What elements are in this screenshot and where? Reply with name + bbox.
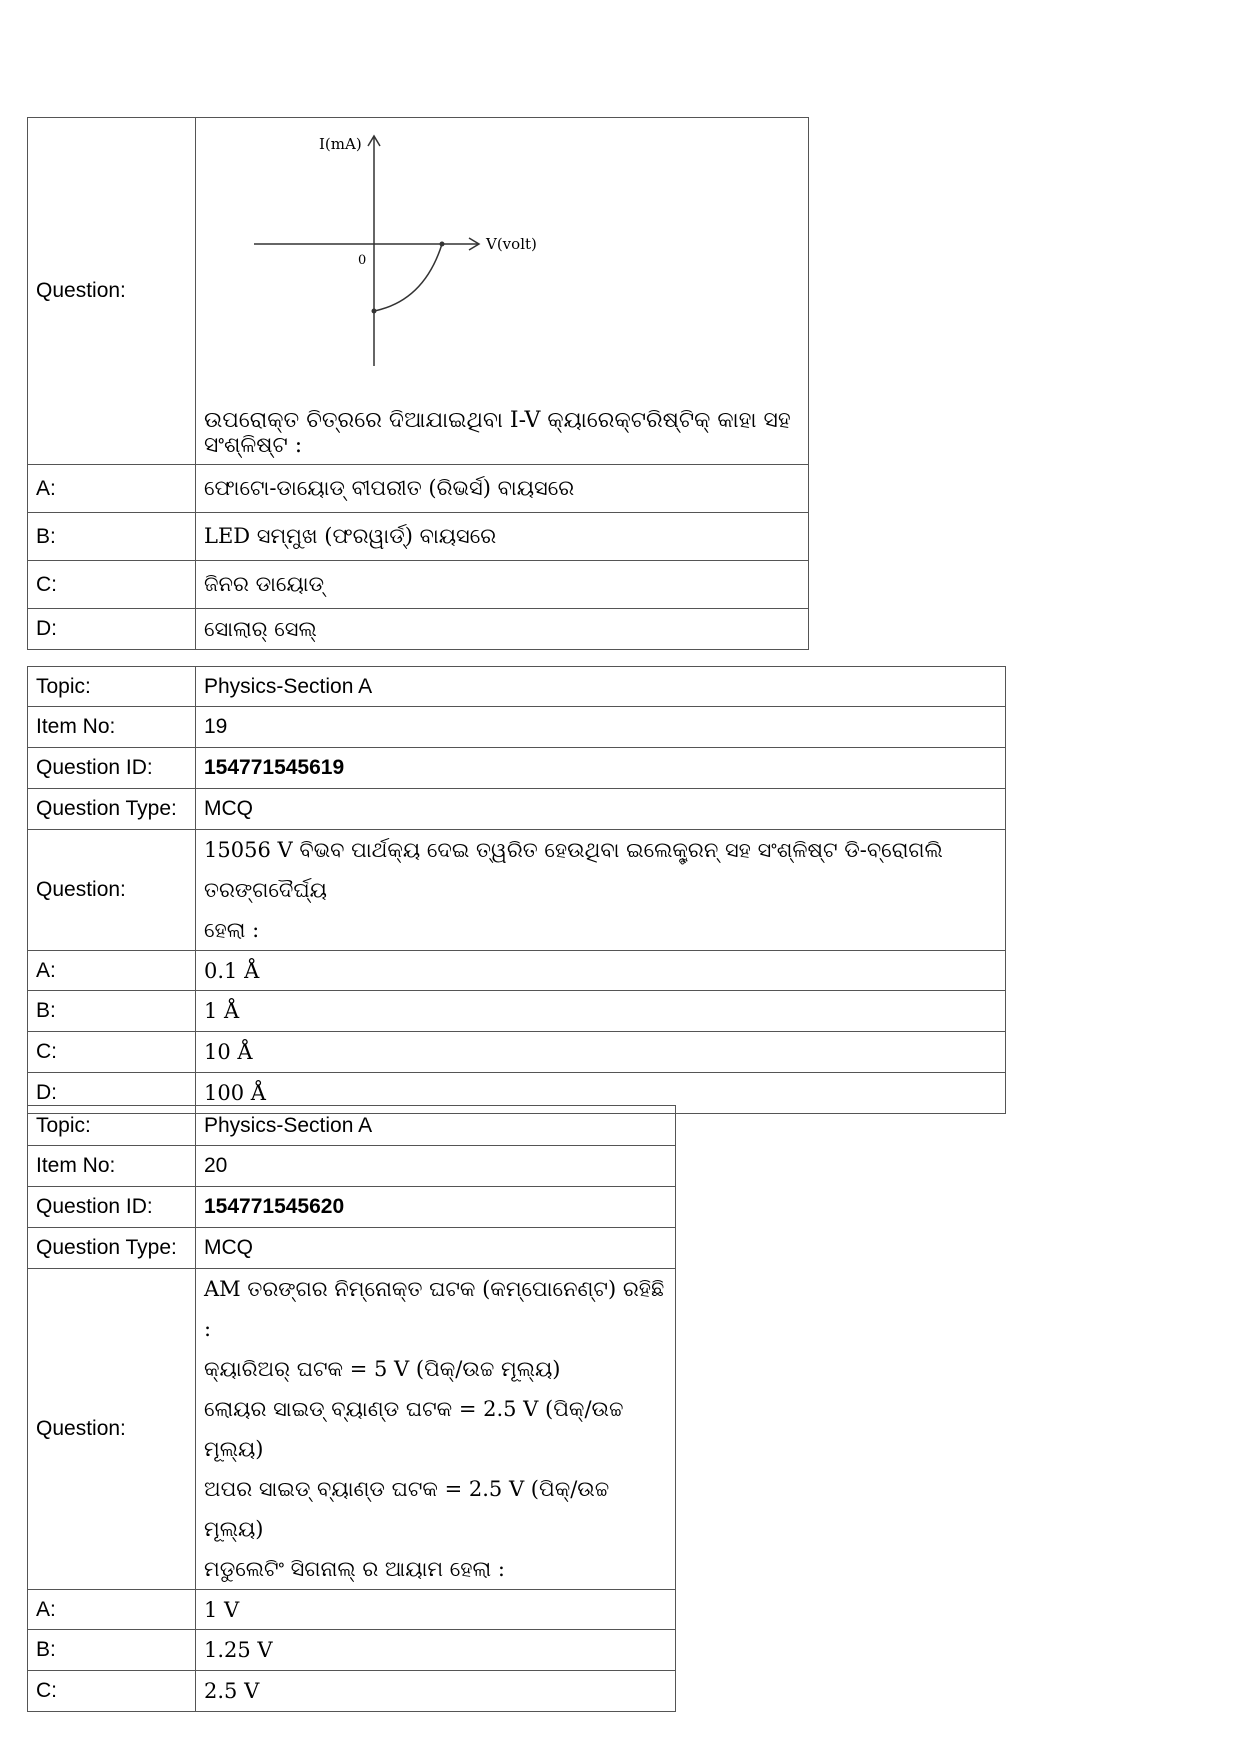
question-type-value: MCQ: [196, 1228, 676, 1269]
option-label: C:: [28, 561, 196, 609]
option-c-text: 2.5 V: [196, 1671, 676, 1712]
topic-value: Physics-Section A: [196, 1106, 676, 1146]
option-b-text: 1 Å: [196, 991, 1006, 1032]
question-label: Question:: [28, 118, 196, 465]
option-a-text: 0.1 Å: [196, 951, 1006, 991]
question-table-19: [27, 666, 1006, 1114]
option-label: B:: [28, 513, 196, 561]
option-a-text: 1 V: [196, 1590, 676, 1630]
question-text: [196, 830, 1006, 951]
x-axis-label: V(volt): [486, 235, 537, 253]
voc-point: [440, 242, 445, 247]
question-cell: [196, 118, 809, 465]
y-axis-label: I(mA): [319, 135, 362, 153]
option-d-text: ସୋଲାର୍ ସେଲ୍: [196, 609, 809, 650]
option-b-text: 1.25 V: [196, 1630, 676, 1671]
option-label: C:: [28, 1032, 196, 1073]
topic-value: Physics-Section A: [196, 667, 1006, 707]
question-type-label: Question Type:: [28, 789, 196, 830]
option-label: A:: [28, 1590, 196, 1630]
question-id-value: 154771545620: [196, 1187, 676, 1228]
iv-graph-svg: [224, 126, 537, 376]
question-line: ମଡୁଲେଟିଂ ସିଗନାଲ୍ ର ଆୟାମ ହେଲା :: [204, 1557, 505, 1581]
option-label: A:: [28, 465, 196, 513]
topic-label: Topic:: [28, 667, 196, 707]
option-b-text: LED ସମ୍ମୁଖ (ଫରୱାର୍ଡ୍) ବାୟସରେ: [196, 513, 809, 561]
item-no-label: Item No:: [28, 1146, 196, 1187]
option-c-text: ଜିନର ଡାୟୋଡ୍: [196, 561, 809, 609]
question-id-label: Question ID:: [28, 748, 196, 789]
question-type-label: Question Type:: [28, 1228, 196, 1269]
question-text: [196, 1269, 676, 1590]
origin-label: 0: [358, 253, 367, 268]
option-c-text: 10 Å: [196, 1032, 1006, 1073]
item-no-label: Item No:: [28, 707, 196, 748]
iv-characteristic-graph-icon: [204, 118, 800, 408]
question-id-value: 154771545619: [196, 748, 1006, 789]
question-label: Question:: [28, 1269, 196, 1590]
option-label: A:: [28, 951, 196, 991]
option-label: C:: [28, 1671, 196, 1712]
option-label: D:: [28, 609, 196, 650]
question-label: Question:: [28, 830, 196, 951]
question-type-value: MCQ: [196, 789, 1006, 830]
option-label: B:: [28, 991, 196, 1032]
question-line: ଲୋୟର ସାଇଡ୍ ବ୍ୟାଣ୍ଡ ଘଟକ = 2.5 V (ପିକ୍/ଉଚ୍ଚ ମୂଲ୍ୟ): [204, 1397, 624, 1461]
topic-label: Topic:: [28, 1106, 196, 1146]
question-line: AM ତରଙ୍ଗର ନିମ୍ନୋକ୍ତ ଘଟକ (କମ୍ପୋନେଣ୍ଟ) ରହିଛି :: [204, 1277, 665, 1341]
question-table-20: [27, 1105, 676, 1712]
option-a-text: ଫୋଟୋ-ଡାୟୋଡ୍ ବୀପରୀତ (ରିଭର୍ସ) ବାୟସରେ: [196, 465, 809, 513]
item-no-value: 20: [196, 1146, 676, 1187]
iv-curve: [374, 244, 442, 311]
isc-point: [372, 309, 377, 314]
option-label: D:: [28, 1073, 196, 1114]
option-label: B:: [28, 1630, 196, 1671]
item-no-value: 19: [196, 707, 1006, 748]
question-id-label: Question ID:: [28, 1187, 196, 1228]
question-line: ଅପର ସାଇଡ୍ ବ୍ୟାଣ୍ଡ ଘଟକ = 2.5 V (ପିକ୍/ଉଚ୍ଚ ମୂଲ୍ୟ): [204, 1477, 610, 1541]
option-d-text: 100 Å: [196, 1073, 1006, 1114]
question-line: କ୍ୟାରିଅର୍ ଘଟକ = 5 V (ପିକ୍/ଉଚ୍ଚ ମୂଲ୍ୟ): [204, 1357, 561, 1381]
question-line: 15056 V ବିଭବ ପାର୍ଥକ୍ୟ ଦେଇ ତ୍ୱରିତ ହେଉଥିବା ଇଲେକ୍ଟ୍ରନ୍ ସହ ସଂଶ୍ଳିଷ୍ଟ ଡି-ବ୍ରୋଗଲି ତରଙ୍ଗଦୈର୍ଘ୍ୟ: [204, 838, 943, 902]
question-table-18: [27, 117, 809, 650]
question-text: ଉପରୋକ୍ତ ଚିତ୍ରରେ ଦିଆଯାଇଥିବା I-V କ୍ୟାରେକ୍ଟରିଷ୍ଟିକ୍ କାହା ସହ ସଂଶ୍ଳିଷ୍ଟ :: [204, 408, 791, 458]
question-line: ହେଲା :: [204, 918, 260, 942]
